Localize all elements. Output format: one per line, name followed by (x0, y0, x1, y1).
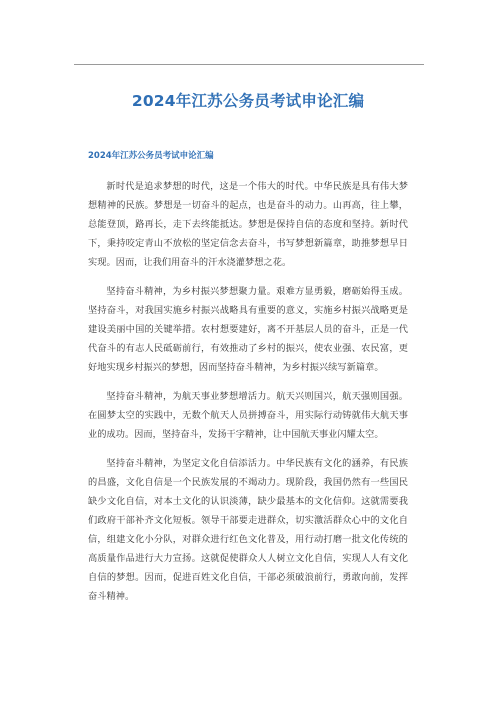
paragraph-3: 坚持奋斗精神，为航天事业梦想增活力。航天兴则国兴，航天强则国强。在圆梦太空的实践中，无数个航天人员拼搏奋斗，用实际行动铸就伟大航天事业的成功。因而，坚持奋斗，发扬干字精神，让中国航天事业闪耀太空。 (88, 391, 408, 440)
paragraph-1: 新时代是追求梦想的时代，这是一个伟大的时代。中华民族是具有伟大梦想精神的民族。梦想是一切奋斗的起点，也是奋斗的动力。山再高，往上攀，总能登顶，路再长，走下去终能抵达。梦想是保持自信的态度和坚持。新时代下，秉持咬定青山不放松的坚定信念去奋斗，书写梦想新篇章，助推梦想早日实现。因而，让我们用奋斗的汗水浇灌梦想之花。 (88, 181, 408, 268)
document-title: 2024年江苏公务员考试申论汇编 (131, 92, 365, 110)
document-body (88, 150, 408, 616)
paragraph-2: 坚持奋斗精神，为乡村振兴梦想聚力量。艰难方显勇毅，磨砺始得玉成。坚持奋斗，对我国实施乡村振兴战略具有重要的意义，实施乡村振兴战略更是建设美丽中国的关键举措。农村想要建好，离不开基层人员的奋斗，正是一代代奋斗的有志人民砥砺前行，有效推动了乡村的振兴，使农业强、农民富，更好地实现乡村振兴的梦想，因而坚持奋斗精神，为乡村振兴续写新篇章。 (88, 286, 408, 373)
section-heading: 2024年江苏公务员考试申论汇编 (88, 151, 214, 161)
paragraph-4: 坚持奋斗精神，为坚定文化自信添活力。中华民族有文化的涵养，有民族的昌盛，文化自信是一个民族发展的不竭动力。现阶段，我国仍然有一些国民缺少文化自信，对本土文化的认识淡薄，缺少最基本的文化信仰。这就需要我们政府干部补齐文化短板。领导干部要走进群众，切实激活群众心中的文化自信，组建文化小分队，对群众进行红色文化普及，用行动打磨一批文化传统的高质量作品进行大力宣扬。这就促使群众人人树立文化自信，实现人人有文化自信的梦想。因而，促进百姓文化自信，干部必须破浪前行，勇敢向前，发挥奋斗精神。 (88, 458, 408, 602)
header-rule (74, 64, 424, 65)
